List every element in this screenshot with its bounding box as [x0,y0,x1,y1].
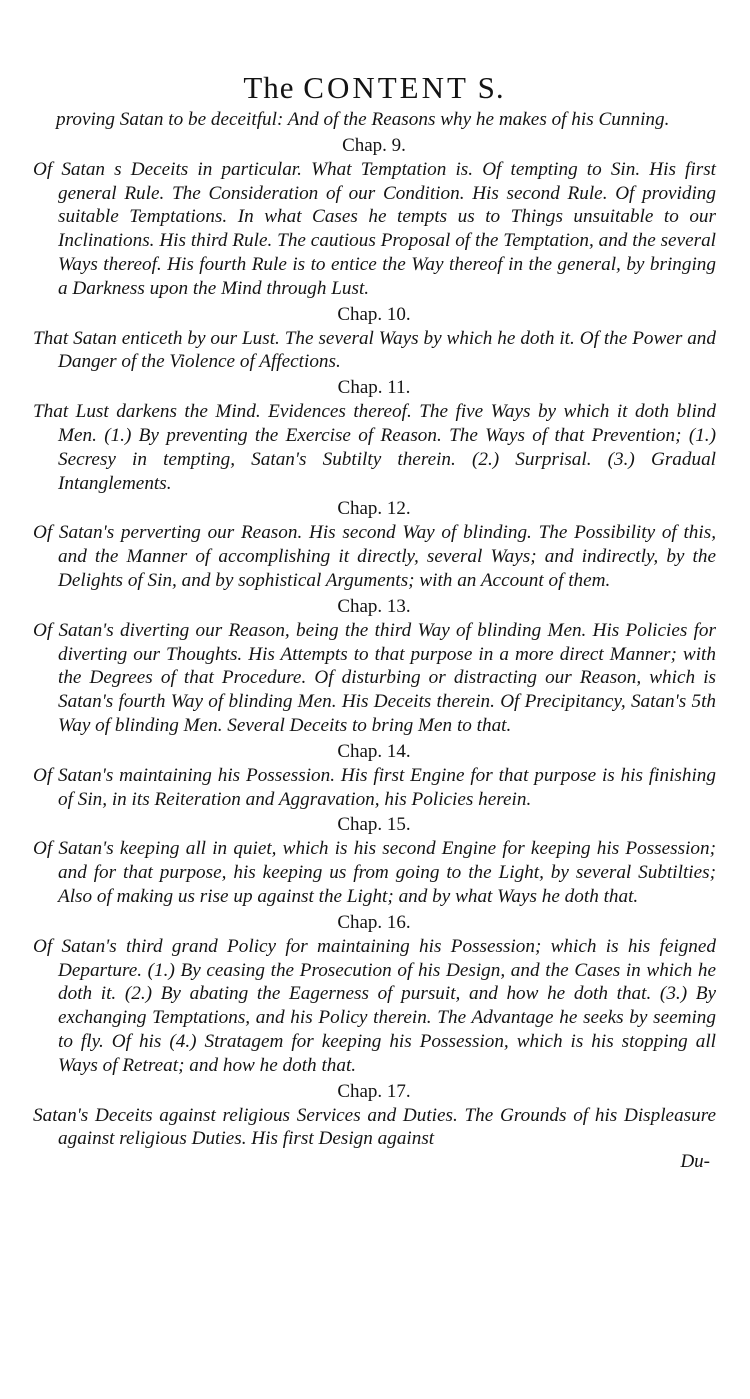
chapter-summary: Of Satan s Deceits in particular. What Temptation is. Of tempting to Sin. His first general Rule. The Consideration of our Condition. His second Rule. Of providing suitable Temptations. In what Cases he tempts us to Things unsuitable to our Inclinations. His third Rule. The cautious Proposal of the Temptation, and the several Ways thereof. His fourth Rule is to entice the Way thereof in the general, by bringing a Darkness upon the Mind through Lust. [33,158,716,299]
continued-entry [56,108,716,132]
chapter-heading: Chap. 10. [337,303,411,325]
chapter-summary: That Satan enticeth by our Lust. The several Ways by which he doth it. Of the Power and Danger of the Violence of Affections. [33,327,716,373]
chapter-summary: Of Satan's perverting our Reason. His second Way of blinding. The Possibility of this, and the Manner of accomplishing it directly, several Ways; and indirectly, by the Delights of Sin, and by sophistical Arguments; with an Account of them. [33,522,716,591]
chapter-9 [32,133,716,301]
chapter-16 [32,910,716,1078]
chapter-heading: Chap. 13. [337,595,411,617]
catchword: Du- [680,1151,710,1173]
chapter-summary: Of Satan's third grand Policy for maintaining his Possession; which is his feigned Departure. (1.) By ceasing the Prosecution of his Design, and the Cases in which he doth it. (2.) By abating the Eagerness of pursuit, and how he doth that. (3.) By exchanging Temptations, and his Policy therein. The Advantage he seeks by seeming to fly. Of his (4.) Stratagem for keeping his Possession, which is his stopping all Ways of Retreat; and how he doth that. [33,935,716,1076]
chapter-summary: Of Satan's diverting our Reason, being the third Way of blinding Men. His Policies for diverting our Thoughts. His Attempts to that purpose in a more direct Manner; with the Degrees of that Procedure. Of disturbing or distracting our Reason, which is Satan's fourth Way of blinding Men. His Deceits therein. Of Precipitancy, Satan's 5th Way of blinding Men. Several Deceits to bring Men to that. [33,619,716,736]
chapter-12 [32,496,716,592]
running-head-suffix: S. [477,70,505,105]
chapter-heading: Chap. 11. [337,377,411,399]
running-head [32,70,716,106]
chapter-summary: Of Satan's keeping all in quiet, which is his second Engine for keeping his Possession; and for that purpose, his keeping us from going to the Light, by several Subtilties; Also of making us rise up against the Light; and by what Ways he doth that. [33,838,716,907]
chapter-summary: That Lust darkens the Mind. Evidences thereof. The five Ways by which it doth blind Men. (1.) By preventing the Exercise of Reason. The Ways of that Prevention; (1.) Secresy in tempting, Satan's Subtilty therein. (2.) Surprisal. (3.) Gradual Intanglements. [33,401,716,494]
chapter-14 [32,739,716,812]
chapter-15 [32,812,716,908]
running-head-prefix: The [243,70,295,105]
chapter-heading: Chap. 17. [337,1080,411,1102]
chapter-heading: Chap. 12. [337,498,411,520]
chapter-13 [32,594,716,738]
chapter-11 [32,375,716,495]
chapter-summary: Satan's Deceits against religious Services and Duties. The Grounds of his Displeasure against religious Duties. His first Design against [33,1104,716,1150]
chapter-heading: Chap. 16. [337,911,411,933]
continued-entry-text: proving Satan to be deceitful: And of the Reasons why he makes of his Cunning. [56,109,670,130]
running-head-title: CONTENT [303,70,469,105]
chapter-summary: Of Satan's maintaining his Possession. His first Engine for that purpose is his finishing of Sin, in its Reiteration and Aggravation, his Policies herein. [33,764,716,810]
chapter-heading: Chap. 9. [342,134,406,156]
chapter-heading: Chap. 15. [337,814,411,836]
chapter-17 [32,1079,716,1152]
chapter-10 [32,302,716,375]
chapter-heading: Chap. 14. [337,740,411,762]
